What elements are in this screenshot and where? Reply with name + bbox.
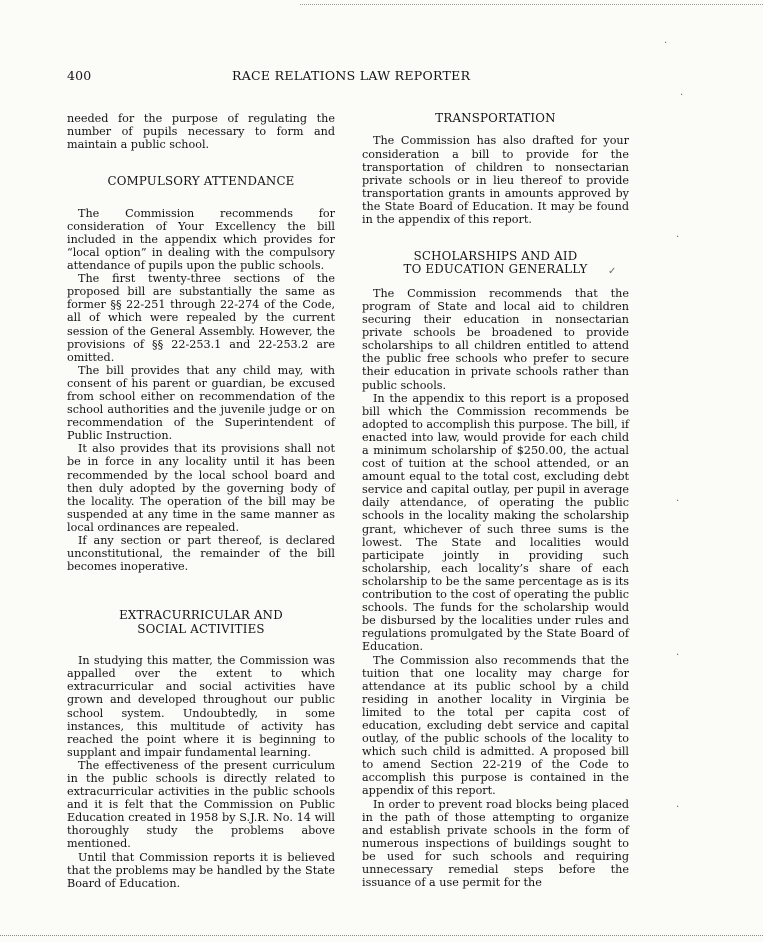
scan-border-bottom xyxy=(0,935,763,936)
scholarships-paragraph-2: In the appendix to this report is a proposed bill which the Commission recommends be adopted to accomplish this purpose. The bill, if enacted into law, would provide for each child a minimum scholarship of $250.00, the actual cost of tuition at the school attended, or an amount equal to the total cost, excluding debt service and capital outlay, per pupil in average daily attendance, of operating the public schools in the locality making the scholarship grant, whichever of such three sums is the lowest. The State and localities would participate jointly in providing such scholarship, each locality’s share of each scholarship to be the same percentage as is its contribution to the cost of operating the public schools. The funds for the scholarship would be disbursed by the localities under rules and regulations promulgated by the State Board of Education. xyxy=(362,391,629,654)
left-column xyxy=(67,112,335,890)
scan-speck: · xyxy=(680,90,684,101)
extracurricular-paragraph-1: In studying this matter, the Commission was appalled over the extent to which extracurricular and social activities have grown and developed throughout our public school system. Undoubtedly, in some instances, this multitude of activity has reached the point where it is beginning to supplant and impair fundamental learning. xyxy=(67,654,335,759)
extracurricular-paragraph-2: The effectiveness of the present curriculum in the public schools is directly related to extracurricular activities in the public schools and it is felt that the Commission on Public Education created in 1958 by S.J.R. No. 14 will thoroughly study the problems above mentioned. xyxy=(67,758,335,851)
page-number: 400 xyxy=(67,68,92,83)
scholarships-paragraph-1: The Commission recommends that the program of State and local aid to children securing their education in nonsectarian private schools be broadened to provide scholarships to all children entitled to attend the public free schools who prefer to secure their education in private schools rather than public schools. xyxy=(362,286,629,392)
transportation-heading: TRANSPORTATION xyxy=(435,111,556,125)
scan-speck: · xyxy=(676,650,680,661)
right-column xyxy=(362,112,629,889)
pencil-check-mark: ✓ xyxy=(608,266,617,277)
extracurricular-heading xyxy=(67,609,335,636)
scan-speck: · xyxy=(676,232,680,243)
scholarships-paragraph-3: The Commission also recommends that the tuition that one locality may charge for attendance at its public school by a child residing in another locality in Virginia be limited to the total per capita cost of education, excluding debt service and capital outlay, of the public schools of the locality to which such child is admitted. A proposed bill to amend Section 22-219 of the Code to accomplish this purpose is contained in the appendix of this report. xyxy=(362,653,629,798)
compulsory-paragraph-5: If any section or part thereof, is declared unconstitutional, the remainder of the bill becomes inoperative. xyxy=(67,534,335,574)
compulsory-paragraph-4: It also provides that its provisions shall not be in force in any locality until it has been recommended by the local school board and then duly adopted by the governing body of the locality. The operation of the bill may be suspended at any time in the same manner as local ordinances are repealed. xyxy=(67,442,335,534)
extracurricular-paragraph-3: Until that Commission reports it is believed that the problems may be handled by the State Board of Education. xyxy=(67,850,335,890)
intro-paragraph: needed for the purpose of regulating the number of pupils necessary to form and maintain a public school. xyxy=(67,112,335,152)
scholarships-paragraph-4: In order to prevent road blocks being placed in the path of those attempting to organize and establish private schools in the form of numerous inspections of buildings sought to be used for such schools and requiring unnecessary remedial steps before the issuance of a use permit for the xyxy=(362,797,629,890)
scan-speck: · xyxy=(676,496,680,507)
extracurricular-heading-line1: EXTRACURRICULAR AND xyxy=(119,608,283,623)
scan-border-top xyxy=(300,4,763,5)
scan-speck: · xyxy=(676,802,680,813)
scholarships-heading-line1: SCHOLARSHIPS AND AID xyxy=(413,249,578,264)
running-title: RACE RELATIONS LAW REPORTER xyxy=(232,68,471,83)
extracurricular-heading-line2: SOCIAL ACTIVITIES xyxy=(137,621,265,636)
scan-speck: · xyxy=(664,38,668,49)
scholarships-heading-line2: TO EDUCATION GENERALLY xyxy=(403,262,588,277)
compulsory-paragraph-3: The bill provides that any child may, with consent of his parent or guardian, be excused from school either on recommendation of the school authorities and the juvenile judge or on recommendation of the Superintendent of Public Instruction. xyxy=(67,363,335,443)
transportation-paragraph-1: The Commission has also drafted for your consideration a bill to provide for the transportation of children to nonsectarian private schools or in lieu thereof to provide transportation grants in amounts approved by the State Board of Education. It may be found in the appendix of this report. xyxy=(362,134,629,226)
compulsory-paragraph-1: The Commission recommends for consideration of Your Excellency the bill included in the appendix which provides for “local option” in dealing with the compulsory attendance of pupils upon the public schools. xyxy=(67,206,335,273)
scholarships-heading xyxy=(362,250,629,277)
compulsory-paragraph-2: The first twenty-three sections of the proposed bill are substantially the same as former §§ 22-251 through 22-274 of the Code, all of which were repealed by the current session of the General Assembly. However, the provisions of §§ 22-253.1 and 22-253.2 are omitted. xyxy=(67,272,335,364)
compulsory-heading: COMPULSORY ATTENDANCE xyxy=(107,174,295,189)
